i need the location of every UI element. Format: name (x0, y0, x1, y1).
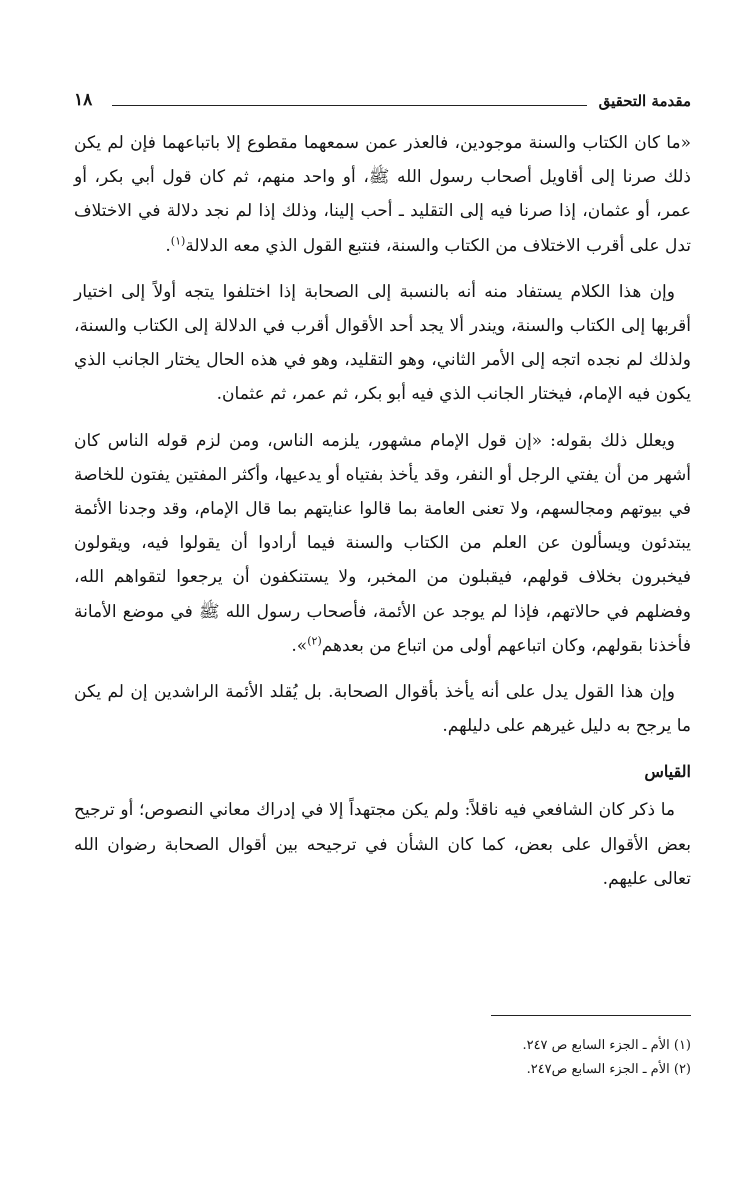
header-title: مقدمة التحقيق (598, 92, 691, 110)
paragraph-quote-2 (74, 424, 691, 663)
footnote-ref-2[interactable]: (٢) (307, 634, 322, 648)
page-number: ١٨ (74, 90, 93, 110)
footnote-2: (٢) الأم ـ الجزء السابع ص٢٤٧. (526, 1062, 691, 1077)
running-header (74, 92, 691, 118)
paragraph-text: «ما كان الكتاب والسنة موجودين، فالعذر عمن سمعهما مقطوع إلا باتباعهما فإن لم يكن ذلك صرنا إلى أقاويل أصحاب رسول الله ﷺ، أو واحد منهم، ثم كان قول أبي بكر، أو عمر، أو عثمان، إذا صرنا فيه إلى التقليد ـ أحب إلينا، وذلك إذا لم نجد دلالة في الاختلاف تدل على أقرب الاختلاف من الكتاب والسنة، فنتبع القول الذي معه الدلالة (74, 133, 691, 256)
footnote-rule (491, 1015, 691, 1016)
paragraph-end: ». (291, 635, 308, 656)
paragraph-5: ما ذكر كان الشافعي فيه ناقلاً: ولم يكن مجتهداً إلا في إدراك معاني النصوص؛ أو ترجيح بعض الأقوال على بعض، كما كان الشأن في ترجيحه بين أقوال الصحابة رضوان الله تعالى عليهم. (74, 800, 691, 889)
header-rule (112, 105, 587, 106)
paragraph-text: ويعلل ذلك بقوله: «إن قول الإمام مشهور، يلزمه الناس، ومن لزم قوله الناس كان أشهر من أن يفتي الرجل أو النفر، وقد يأخذ بفتياه أو يدعيها، وأكثر المفتين يفتون للخاصة في بيوتهم ومجالسهم، ولا تعنى العامة بما قالوا عنايتهم بما قال الإمام، وقد وجدنا الأئمة يبتدئون ويسألون عن العلم من الكتاب والسنة فيما أرادوا أن يقولوا فيه، ويقولون فيخبرون بخلاف قولهم، فيقبلون من المخبر، ولا يستنكفون أن يرجعوا لتقواهم الله، وفضلهم في حالاتهم، فإذا لم يوجد عن الأئمة، فأصحاب رسول الله ﷺ في موضع الأمانة فأخذنا بقولهم، وكان اتباعهم أولى من اتباع من بعدهم (74, 430, 691, 656)
footnotes (74, 1034, 691, 1082)
footnote-1: (١) الأم ـ الجزء السابع ص ٢٤٧. (522, 1038, 691, 1053)
main-text (74, 126, 691, 896)
paragraph-end: . (165, 235, 171, 256)
footnote-ref-1[interactable]: (١) (170, 233, 186, 247)
paragraph-4: وإن هذا القول يدل على أنه يأخذ بأقوال الصحابة. بل يُقلد الأئمة الراشدين إن لم يكن ما يرجح به دليل غيرهم على دليلهم. (74, 682, 691, 737)
paragraph-quote-1 (74, 126, 691, 263)
paragraph-2: وإن هذا الكلام يستفاد منه أنه بالنسبة إلى الصحابة إذا اختلفوا يتجه أولاً إلى اختيار أقربها إلى الكتاب والسنة، ويندر ألا يجد أحد الأقوال أقرب في الدلالة إلى الكتاب والسنة، ولذلك لم نجده اتجه إلى الأمر الثاني، وهو التقليد، وهو في هذه الحال يختار الجانب الذي يكون فيه الإمام، فيختار الجانب الذي فيه أبو بكر، ثم عمر، ثم عثمان. (74, 281, 691, 405)
section-heading: القياس (644, 762, 691, 782)
